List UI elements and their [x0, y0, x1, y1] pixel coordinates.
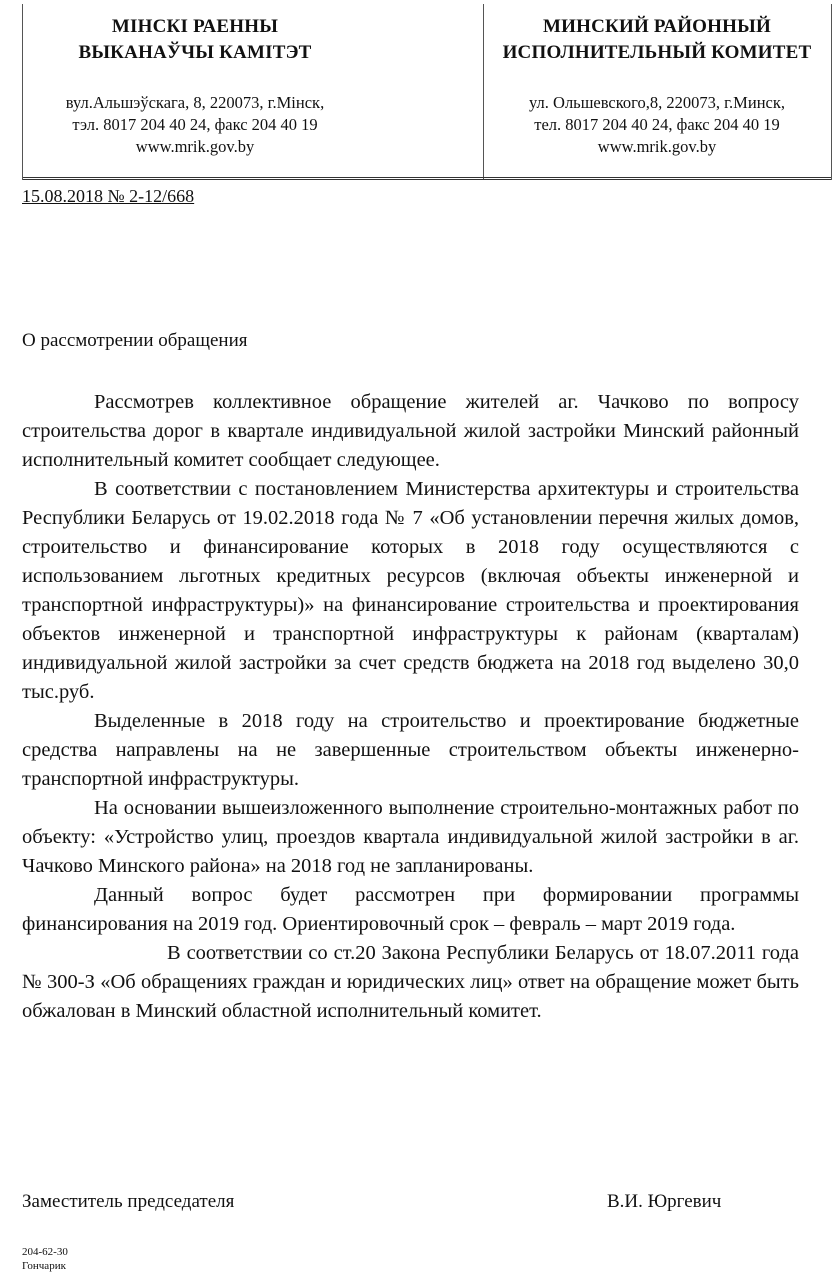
- paragraph: На основании вышеизложенного выполнение строительно-монтажных работ по объекту: «Устройство улиц, проездов квартала индивидуальной жилой застройки в аг. Чачково Минского района» на 2018 год не запланированы.: [22, 797, 799, 877]
- executor-name: Гончарик: [22, 1260, 66, 1272]
- paragraph: Рассмотрев коллективное обращение жителей аг. Чачково по вопросу строительства дорог в квартале индивидуальной жилой застройки Минский районный исполнительный комитет сообщает следующее.: [22, 391, 799, 471]
- paragraph: В соответствии со ст.20 Закона Республики Беларусь от 18.07.2011 года № 300-З «Об обращениях граждан и юридических лиц» ответ на обращение может быть обжалован в Минский областной исполнительный комитет.: [22, 942, 799, 1022]
- signatory-position: Заместитель председателя: [22, 1191, 235, 1212]
- org-name-ru-line2: ИСПОЛНИТЕЛЬНЫЙ КОМИТЕТ: [502, 42, 812, 63]
- paragraph: Данный вопрос будет рассмотрен при формировании программы финансирования на 2019 год. Ориентировочный срок – февраль – март 2019 года.: [22, 884, 799, 935]
- address-be: вул.Альшэўскага, 8, 220073, г.Мінск,: [65, 93, 325, 112]
- letterhead-russian: [483, 14, 831, 158]
- address-ru: ул. Ольшевского,8, 220073, г.Минск,: [529, 93, 785, 112]
- letterhead-belarusian: [23, 14, 367, 158]
- website-ru: www.mrik.gov.by: [597, 137, 717, 156]
- paragraph: Выделенные в 2018 году на строительство и проектирование бюджетные средства направлены на не завершенные строительством объекты инженерно-транспортной инфраструктуры.: [22, 710, 799, 790]
- paragraph: В соответствии с постановлением Министерства архитектуры и строительства Республики Беларусь от 19.02.2018 года № 7 «Об установлении перечня жилых домов, строительство и финансирование которых в 2018 году осуществляются с использованием льготных кредитных ресурсов (включая объекты инженерной и транспортной инфраструктуры)» на финансирование строительства и проектирования объектов инженерной и транспортной инфраструктуры к районам (кварталам) индивидуальной жилой застройки за счет средств бюджета на 2018 год выделено 30,0 тыс.руб.: [22, 478, 799, 703]
- org-name-ru-line1: МИНСКИЙ РАЙОННЫЙ: [543, 16, 771, 37]
- org-name-be-line2: ВЫКАНАЎЧЫ КАМІТЭТ: [78, 42, 312, 63]
- document-subject: О рассмотрении обращения: [22, 330, 248, 351]
- phones-be: тэл. 8017 204 40 24, факс 204 40 19: [72, 115, 318, 134]
- letterhead: [22, 4, 832, 180]
- org-name-be-line1: МІНСКІ РАЕННЫ: [111, 16, 279, 37]
- executor-note: [22, 1245, 68, 1273]
- document-body: [22, 388, 799, 1026]
- letterhead-bottom-rule: [23, 177, 831, 180]
- document-date-number: 15.08.2018 № 2-12/668: [22, 186, 195, 206]
- phones-ru: тел. 8017 204 40 24, факс 204 40 19: [534, 115, 780, 134]
- executor-phone: 204-62-30: [22, 1246, 68, 1258]
- website-be: www.mrik.gov.by: [135, 137, 255, 156]
- signatory-name: В.И. Юргевич: [607, 1191, 722, 1212]
